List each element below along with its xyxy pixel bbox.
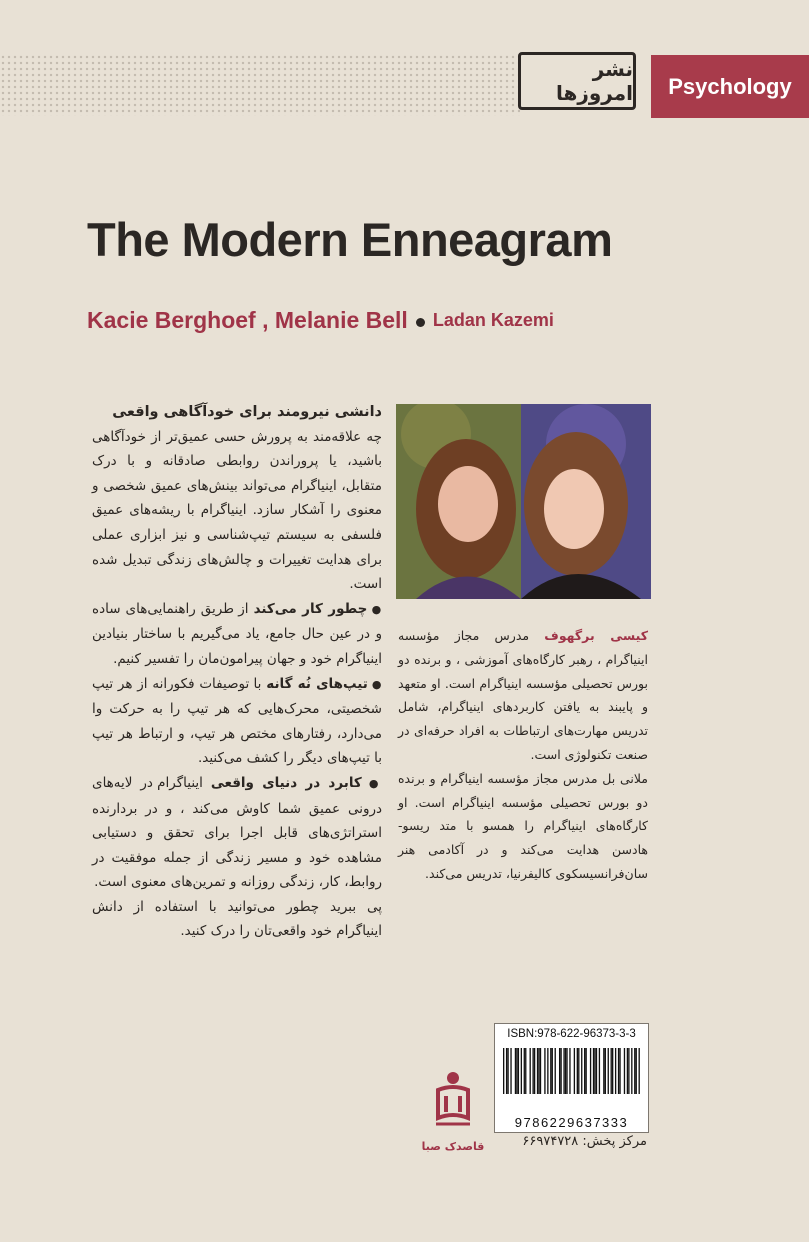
translator: Ladan Kazemi (432, 310, 554, 330)
bio-kacie (398, 624, 648, 767)
separator-dot (416, 318, 425, 327)
authors: Kacie Berghoef , Melanie Bell (87, 307, 408, 333)
distribution-center: مرکز پخش: ۶۶۹۷۴۷۲۸ (522, 1134, 647, 1149)
authors-photo (396, 404, 651, 599)
publisher-series-logo (518, 50, 636, 112)
barcode-number: 9786229637333 (514, 1115, 629, 1130)
bullet-how-it-works (92, 597, 382, 672)
book-title: The Modern Enneagram (87, 213, 613, 266)
author-line (87, 307, 554, 334)
description-lead: دانشی نیرومند برای خودآگاهی واقعی (112, 404, 382, 420)
bullet-head: تیپ‌های نُه گانه (266, 675, 368, 692)
barcode (503, 1048, 640, 1110)
bullet-text: از طریق راهنمایی‌های ساده و در عین حال جامع، یاد می‌گیریم با ساختار بنیادین اینیاگرام خود و جهان پیرامون‌مان را تفسیر کنیم. (92, 600, 382, 667)
publisher-logo-icon (428, 1068, 478, 1138)
description (92, 400, 382, 944)
dotted-band (0, 54, 520, 116)
series-logo-text: نشر امروزها (518, 52, 636, 110)
bullet-text: با توصیفات فکورانه از هر تیپ شخصیتی، محرک‌هایی که هر تیپ را به حرکت وا می‌دارد، رفتارهای مختص هر تیپ، و ارتباط هر تیپ با تیپ‌های دیگر را کشف می‌کنید. (92, 675, 382, 767)
bullet-nine-types (92, 672, 382, 771)
bio-text: مدرس مجاز مؤسسه اینیاگرام ، رهبر کارگاه‌های آموزشی ، و برنده دو بورس تحصیلی مؤسسه اینیاگرام است. او متعهد و پایبند به یافتن کاربردهای اینیاگرام، شامل تدریس مهارت‌های ارتباطات به افراد حرفه‌ای در صنعت تکنولوژی است. (398, 628, 648, 762)
description-closing: پی ببرید چطور می‌توانید با استفاده از دانش اینیاگرام خود واقعی‌تان را درک کنید. (92, 898, 382, 940)
publisher-name: قاصدک صبا (421, 1140, 485, 1153)
bullet-head: چطور کار می‌کند (253, 600, 368, 617)
bullet-text: اینیاگرام در لایه‌های درونی عمیق شما کاوش می‌کند ، و در بردارنده استراتژی‌های قابل اجرا برای تحقق و دستیابی مشاهده خود و مسیر زندگی از جمله موفقیت در روابط، کار، زندگی روزانه و تمرین‌های معنوی است. (92, 774, 382, 891)
bullet-real-world (92, 771, 382, 895)
bio-name: کیسی برگهوف (544, 628, 648, 643)
category-label: Psychology (651, 55, 809, 118)
description-intro: چه علاقه‌مند به پرورش حسی عمیق‌تر از خودآگاهی باشید، یا پروراندن روابطی صادقانه و با درک متقابل، اینیاگرام می‌تواند بینش‌های عمیق شخصی و معنوی را آشکار سازد. اینیاگرام با ریشه‌های عمیق فلسفی به سیستم تیپ‌شناسی و نیز ابزاری عملی برای هدایت تغییرات و چالش‌های زندگی تبدیل شده است. (92, 428, 382, 593)
isbn: ISBN:978-622-96373-3-3 (507, 1028, 636, 1040)
bio-melanie: ملانی بل مدرس مجاز مؤسسه اینیاگرام و برنده دو بورس تحصیلی مؤسسه اینیاگرام است. او کارگاه‌های اینیاگرام را همسو با متد ریسو-هادسن هدایت می‌کند و در آکادمی هنر سان‌فرانسیسکوی کالیفرنیا، تدریس می‌کند. (398, 770, 648, 881)
author-bios (398, 624, 648, 886)
isbn-barcode-box (494, 1023, 649, 1133)
bullet-head: کابرد در دنیای واقعی (210, 774, 362, 791)
